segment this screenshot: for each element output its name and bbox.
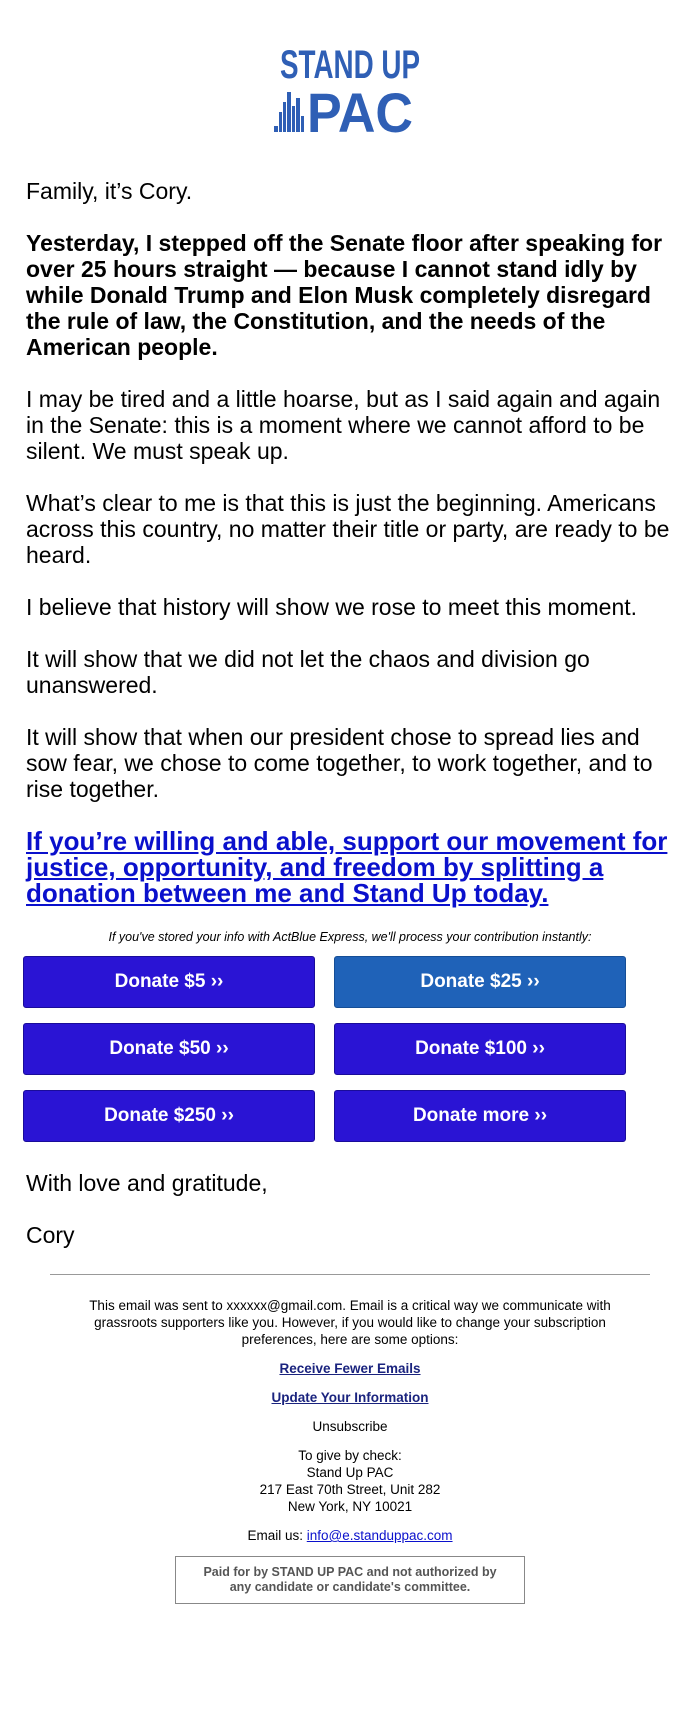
city-address: New York, NY 10021: [287, 1499, 413, 1514]
footer-intro: This email was sent to xxxxxx@gmail.com. Email is a critical way we communicate with grassroots supporters like you. However, if you would like to change your subscription preferences, here are some options:: [89, 1298, 611, 1347]
closing: With love and gratitude,: [26, 1170, 268, 1196]
signoff-block: [0, 1170, 700, 1248]
mailing-address: [0, 1447, 700, 1515]
footer: [0, 1297, 700, 1604]
donate-100-button[interactable]: Donate $100 ››: [334, 1023, 626, 1075]
skyline-icon: [274, 92, 304, 132]
check-label: To give by check:: [298, 1448, 402, 1463]
stand-up-pac-logo: [270, 40, 430, 144]
unsubscribe-link[interactable]: Unsubscribe: [312, 1419, 388, 1434]
receive-fewer-emails-link[interactable]: Receive Fewer Emails: [279, 1361, 421, 1376]
paid-for-disclaimer: Paid for by STAND UP PAC and not authorized by any candidate or candidate's committee.: [175, 1556, 525, 1604]
paragraph: It will show that when our president chose to spread lies and sow fear, we chose to come together, to work together, and to rise together.: [26, 724, 653, 802]
paragraph: What’s clear to me is that this is just the beginning. Americans across this country, no matter their title or party, are ready to be heard.: [26, 490, 670, 568]
update-information-link[interactable]: Update Your Information: [271, 1390, 429, 1405]
email-label: Email us:: [247, 1528, 303, 1543]
greeting: Family, it’s Cory.: [26, 178, 193, 204]
paragraph: I may be tired and a little hoarse, but as I said again and again in the Senate: this is a moment where we cannot afford to be silent. We must speak up.: [26, 386, 661, 464]
email-link[interactable]: info@e.standuppac.com: [306, 1528, 453, 1543]
email-line: [0, 1527, 700, 1544]
logo-line1: STAND UP: [280, 43, 420, 87]
donate-cta-link[interactable]: If you’re willing and able, support our movement for justice, opportunity, and freedom by splitting a donation between me and Stand Up today.: [26, 826, 668, 908]
letter: [0, 178, 700, 906]
signature: Cory: [26, 1222, 75, 1248]
actblue-express-note: If you've stored your info with ActBlue Express, we'll process your contribution instantly:: [108, 930, 592, 944]
footer-divider: [50, 1274, 650, 1275]
org-name: Stand Up PAC: [306, 1465, 394, 1480]
donate-more-button[interactable]: Donate more ››: [334, 1090, 626, 1142]
donate-250-button[interactable]: Donate $250 ››: [23, 1090, 315, 1142]
paragraph: It will show that we did not let the chaos and division go unanswered.: [26, 646, 590, 698]
email-body: [0, 40, 700, 1604]
lead-paragraph: Yesterday, I stepped off the Senate floor after speaking for over 25 hours straight — because I cannot stand idly by while Donald Trump and Elon Musk completely disregard the rule of law, the Constitution, and the needs of the American people.: [26, 230, 663, 360]
donate-5-button[interactable]: Donate $5 ››: [23, 956, 315, 1008]
donate-button-grid: [0, 956, 700, 1142]
street-address: 217 East 70th Street, Unit 282: [259, 1482, 441, 1497]
donate-50-button[interactable]: Donate $50 ››: [23, 1023, 315, 1075]
logo-line2: PAC: [307, 81, 413, 144]
donate-25-button[interactable]: Donate $25 ››: [334, 956, 626, 1008]
paragraph: I believe that history will show we rose to meet this moment.: [26, 594, 638, 620]
